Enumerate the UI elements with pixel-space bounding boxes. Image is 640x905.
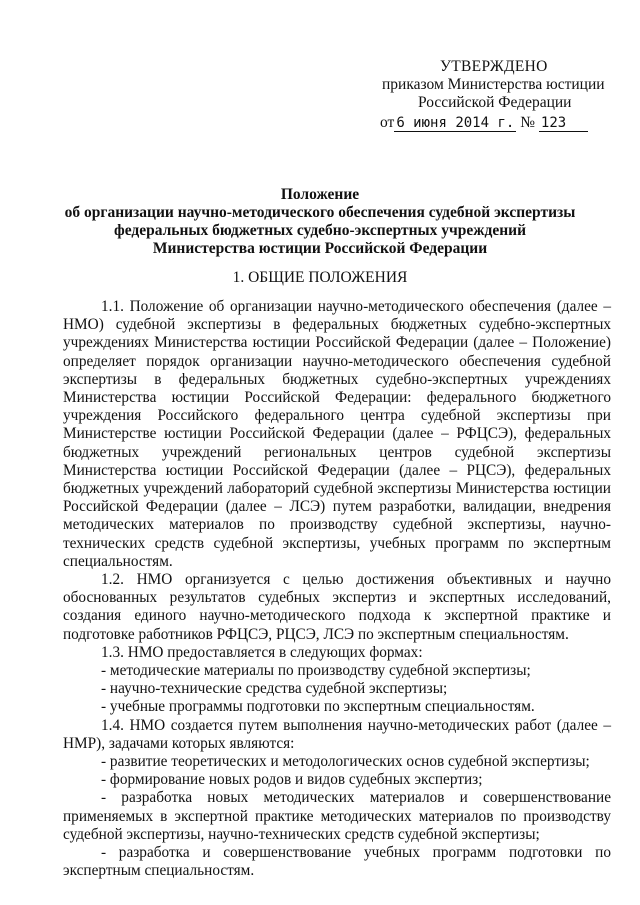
title-line-2: об организации научно-методического обеспечения судебной экспертизы [64, 204, 576, 221]
list-item: - разработка и совершенствование учебных программ подготовки по экспертным специальностям. [63, 844, 611, 880]
paragraph-1-4: 1.4. НМО создается путем выполнения научно-методических работ (далее – НМР), задачами которых являются: [63, 716, 611, 752]
section-heading: 1. ОБЩИЕ ПОЛОЖЕНИЯ [232, 269, 408, 286]
date-prefix: от [380, 114, 395, 131]
title-line-1: Положение [280, 186, 360, 203]
paragraph-1-2: 1.2. НМО организуется с целью достижения объективных и научно обоснованных результатов судебных экспертиз и экспертных исследований, создания единого научно-методического подхода к экспертной практике и подготовке работников РФЦСЭ, РЦСЭ, ЛСЭ по экспертным специальностям. [63, 571, 611, 643]
approval-stamp [380, 58, 620, 132]
document-body [63, 298, 611, 881]
order-number: 123 [539, 115, 588, 132]
list-item: - научно-технические средства судебной экспертизы; [101, 680, 448, 698]
list-item: - развитие теоретических и методологических основ судебной экспертизы; [101, 753, 590, 771]
date-number-line [380, 114, 620, 132]
approved-label: УТВЕРЖДЕНО [440, 58, 548, 75]
title-line-4: Министерства юстиции Российской Федерации [152, 240, 488, 257]
list-item: - методические материалы по производству судебной экспертизы; [101, 662, 531, 680]
list-item: - разработка новых методических материалов и совершенствование применяемых в экспертной практике методических материалов по производству судебной экспертизы, научно-технических средств судебной экспертизы; [63, 789, 611, 843]
title-line-3: федеральных бюджетных судебно-экспертных учреждений [113, 222, 527, 239]
order-line: приказом Министерства юстиции [382, 76, 605, 93]
paragraph-1-1: 1.1. Положение об организации научно-методического обеспечения (далее – НМО) судебной экспертизы в федеральных бюджетных судебно-экспертных учреждениях Министерства юстиции Российской Федерации (далее – Положение) определяет порядок организации научно-методического обеспечения судебной экспертизы в федеральных бюджетных судебно-экспертных учреждениях Министерства юстиции Российской Федерации: федерального бюджетного учреждения Российского федерального центра судебной экспертизы при Министерстве юстиции Российской Федерации (далее – РФЦСЭ), федеральных бюджетных учреждений региональных центров судебной экспертизы Министерства юстиции Российской Федерации (далее – РЦСЭ), федеральных бюджетных учреждений лабораторий судебной экспертизы Министерства юстиции Российской Федерации (далее – ЛСЭ) путем разработки, валидации, внедрения методических материалов по производству судебной экспертизы, научно-технических средств судебной экспертизы, учебных программ по экспертным специальностям. [63, 298, 611, 570]
federation-line: Российской Федерации [418, 94, 572, 111]
number-prefix: № [520, 114, 536, 131]
order-date: 6 июня 2014 г. [396, 115, 515, 131]
list-item: - учебные программы подготовки по экспертным специальностям. [101, 698, 535, 716]
document-title [40, 186, 600, 258]
list-item: - формирование новых родов и видов судебных экспертиз; [101, 771, 483, 789]
paragraph-1-3: 1.3. НМО предоставляется в следующих формах: [101, 643, 423, 661]
